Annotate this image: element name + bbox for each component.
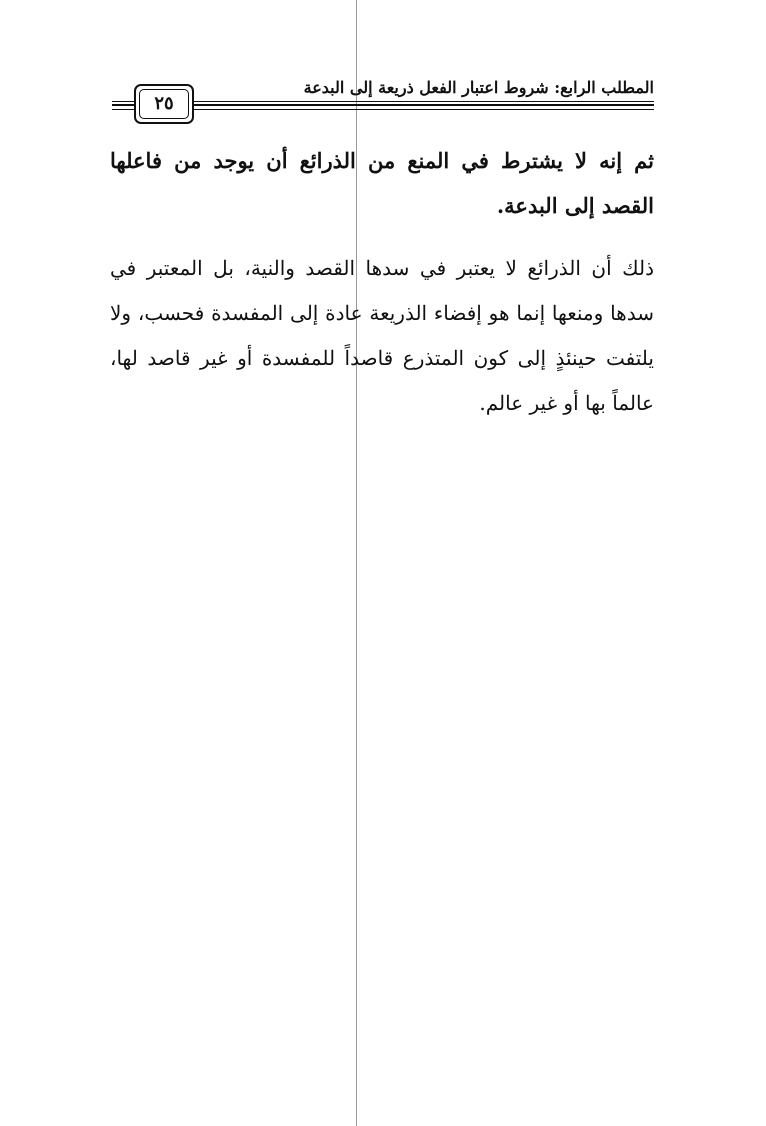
page-number-frame xyxy=(134,84,194,124)
explanation-paragraph: ذلك أن الذرائع لا يعتبر في سدها القصد والنية، بل المعتبر في سدها ومنعها إنما هو إفضاء الذريعة عادة إلى المفسدة فحسب، ولا يلتفت حينئذٍ إلى كون المتذرع قاصداً للمفسدة أو غير قاصد لها، عالماً بها أو غير عالم. xyxy=(110,256,654,415)
header-rule-top xyxy=(192,101,654,102)
left-rule-top xyxy=(112,101,136,102)
page-number: ٢٥ xyxy=(154,93,174,114)
left-rule-bottom xyxy=(112,109,136,110)
page-body xyxy=(110,138,654,426)
page-header xyxy=(112,78,654,128)
bold-statement-paragraph: ثم إنه لا يشترط في المنع من الذرائع أن يوجد من فاعلها القصد إلى البدعة. xyxy=(110,148,654,218)
header-rule-bottom xyxy=(192,109,654,110)
header-rule-middle xyxy=(192,104,654,106)
running-header-title: المطلب الرابع: شروط اعتبار الفعل ذريعة إلى البدعة xyxy=(303,78,654,97)
left-rule-middle xyxy=(112,104,136,106)
